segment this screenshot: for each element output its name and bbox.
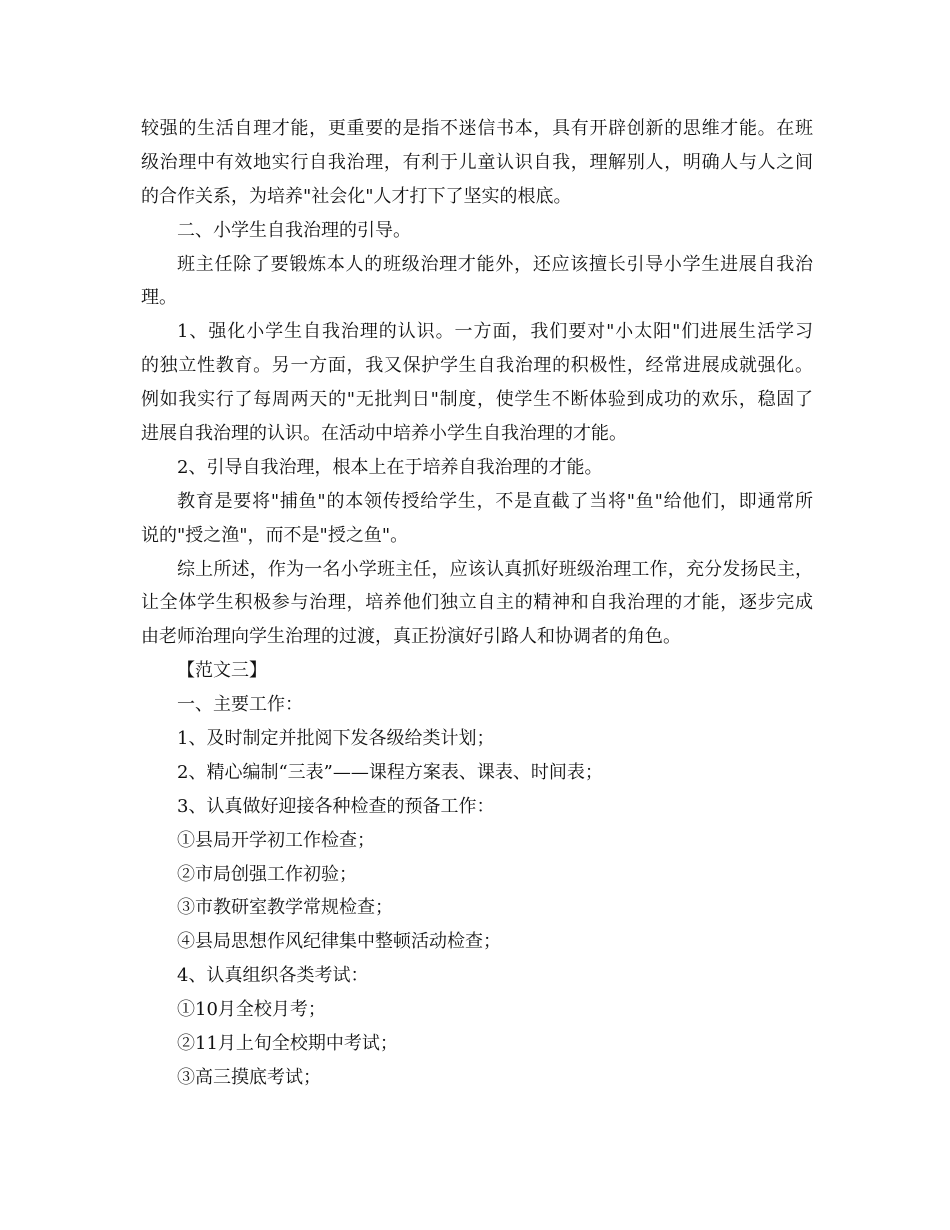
section-heading: 二、小学生自我治理的引导。 xyxy=(177,219,411,241)
paragraph-line: 教育是要将"捕鱼"的本领传授给学生，不是直截了当将"鱼"给他们，即通常所 xyxy=(177,490,813,512)
paragraph-line: 1、强化小学生自我治理的认识。一方面，我们要对"小太阳"们进展生活学习 xyxy=(177,321,813,343)
paragraph-line: 理。 xyxy=(141,287,177,309)
paragraph-line: 班主任除了要锻炼本人的班级治理才能外，还应该擅长引导小学生进展自我治 xyxy=(177,253,813,275)
section-title: 【范文三】 xyxy=(177,660,267,682)
list-subitem: ①县局开学初工作检查； xyxy=(177,829,375,851)
paragraph-line: 说的"授之渔"，而不是"授之鱼"。 xyxy=(141,524,409,546)
paragraph-line: 由老师治理向学生治理的过渡，真正扮演好引路人和协调者的角色。 xyxy=(141,626,681,648)
paragraph-line: 综上所述，作为一名小学班主任，应该认真抓好班级治理工作，充分发扬民主， xyxy=(177,558,813,580)
list-subitem: ④县局思想作风纪律集中整顿活动检查； xyxy=(177,931,501,953)
list-subitem: ③高三摸底考试； xyxy=(177,1066,321,1088)
paragraph-line: 进展自我治理的认识。在活动中培养小学生自我治理的才能。 xyxy=(141,423,627,445)
paragraph-line: 的独立性教育。另一方面，我又保护学生自我治理的积极性，经常进展成就强化。 xyxy=(141,355,813,377)
paragraph-line: 让全体学生积极参与治理，培养他们独立自主的精神和自我治理的才能，逐步完成 xyxy=(141,592,813,614)
list-item: 4、认真组织各类考试： xyxy=(177,965,369,987)
paragraph-line: 的合作关系，为培养"社会化"人才打下了坚实的根底。 xyxy=(141,185,572,207)
document-body xyxy=(141,112,841,1095)
list-heading: 一、主要工作： xyxy=(177,694,303,716)
paragraph-line: 2、引导自我治理，根本上在于培养自我治理的才能。 xyxy=(177,456,603,478)
list-item: 2、精心编制“三表”——课程方案表、课表、时间表； xyxy=(177,761,603,783)
paragraph-line: 级治理中有效地实行自我治理，有利于儿童认识自我，理解别人，明确人与人之间 xyxy=(141,151,813,173)
paragraph-line: 较强的生活自理才能，更重要的是指不迷信书本，具有开辟创新的思维才能。在班 xyxy=(141,118,813,139)
list-subitem: ②11月上旬全校期中考试； xyxy=(177,1033,398,1055)
list-subitem: ①10月全校月考； xyxy=(177,999,326,1021)
list-subitem: ②市局创强工作初验； xyxy=(177,863,357,885)
paragraph-line: 例如我实行了每周两天的"无批判日"制度，使学生不断体验到成功的欢乐，稳固了 xyxy=(141,389,813,411)
list-subitem: ③市教研室教学常规检查； xyxy=(177,897,393,919)
list-item: 3、认真做好迎接各种检查的预备工作： xyxy=(177,795,495,817)
list-item: 1、及时制定并批阅下发各级给类计划； xyxy=(177,728,495,750)
